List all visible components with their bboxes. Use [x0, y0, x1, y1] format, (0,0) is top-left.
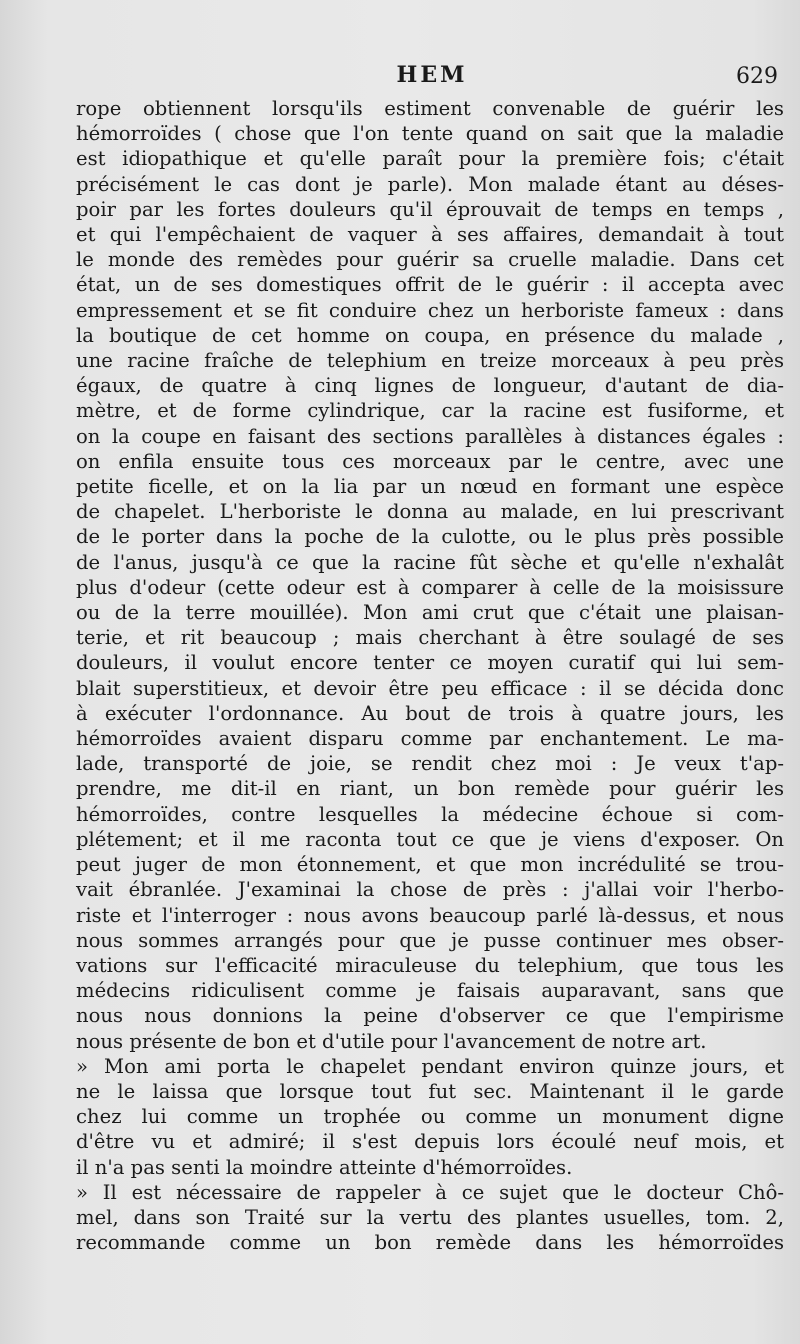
text-line: hémorroïdes ( chose que l'on tente quand on sait que la maladie: [76, 122, 784, 146]
text-line: nous sommes arrangés pour que je pusse continuer mes obser-: [76, 928, 784, 952]
text-line: nous présente de bon et d'utile pour l'avancement de notre art.: [76, 1029, 707, 1053]
text-line: peut juger de mon étonnement, et que mon incrédulité se trou-: [76, 853, 784, 877]
text-line: médecins ridiculisent comme je faisais auparavant, sans que: [76, 979, 784, 1003]
text-line: d'être vu et admiré; il s'est depuis lors écoulé neuf mois, et: [76, 1130, 784, 1154]
page-number: 629: [736, 64, 778, 89]
text-line: hémorroïdes, contre lesquelles la médecine échoue si com-: [76, 802, 784, 826]
text-line: mètre, et de forme cylindrique, car la racine est fusiforme, et: [76, 399, 784, 423]
text-line: rope obtiennent lorsqu'ils estiment convenable de guérir les: [76, 97, 784, 120]
text-line: la boutique de cet homme on coupa, en présence du malade ,: [76, 323, 784, 347]
text-line: ou de la terre mouillée). Mon ami crut que c'était une plaisan-: [76, 601, 784, 625]
text-line: égaux, de quatre à cinq lignes de longueur, d'autant de dia-: [76, 374, 784, 398]
text-line: vations sur l'efficacité miraculeuse du telephium, que tous les: [76, 953, 784, 977]
text-line: recommande comme un bon remède dans les hémorroïdes: [76, 1231, 784, 1255]
text-line: poir par les fortes douleurs qu'il éprouvait de temps en temps ,: [76, 197, 784, 221]
text-line: est idiopathique et qu'elle paraît pour la première fois; c'était: [76, 147, 784, 171]
running-head: HEM: [396, 62, 468, 88]
text-line: douleurs, il voulut encore tenter ce moyen curatif qui lui sem-: [76, 651, 784, 675]
text-line: chez lui comme un trophée ou comme un monument digne: [76, 1105, 784, 1129]
text-line: vait ébranlée. J'examinai la chose de près : j'allai voir l'herbo-: [76, 878, 784, 902]
text-line: le monde des remèdes pour guérir sa cruelle maladie. Dans cet: [76, 248, 784, 272]
text-line: de l'anus, jusqu'à ce que la racine fût sèche et qu'elle n'exhalât: [76, 550, 784, 574]
text-line: on la coupe en faisant des sections parallèles à distances égales :: [76, 424, 784, 448]
text-line: empressement et se fit conduire chez un herboriste fameux : dans: [76, 298, 784, 322]
text-line: plus d'odeur (cette odeur est à comparer à celle de la moisissure: [76, 575, 784, 599]
text-line: à exécuter l'ordonnance. Au bout de trois à quatre jours, les: [76, 701, 784, 725]
text-line: prendre, me dit-il en riant, un bon remède pour guérir les: [76, 777, 784, 801]
text-line: une racine fraîche de telephium en treize morceaux à peu près: [76, 349, 784, 373]
text-line: plétement; et il me raconta tout ce que je viens d'exposer. On: [76, 827, 784, 851]
text-line: de le porter dans la poche de la culotte, ou le plus près possible: [76, 525, 784, 549]
text-line: de chapelet. L'herboriste le donna au malade, en lui prescrivant: [76, 500, 784, 524]
text-line: et qui l'empêchaient de vaquer à ses affaires, demandait à tout: [76, 223, 784, 247]
text-line: mel, dans son Traité sur la vertu des plantes usuelles, tom. 2,: [76, 1205, 784, 1229]
text-line: blait superstitieux, et devoir être peu efficace : il se décida donc: [76, 676, 784, 700]
text-line: état, un de ses domestiques offrit de le guérir : il accepta avec: [76, 273, 784, 297]
text-line: lade, transporté de joie, se rendit chez moi : Je veux t'ap-: [76, 752, 784, 776]
text-line: terie, et rit beaucoup ; mais cherchant à être soulagé de ses: [76, 626, 784, 650]
text-line: hémorroïdes avaient disparu comme par enchantement. Le ma-: [76, 727, 784, 751]
text-line: riste et l'interroger : nous avons beaucoup parlé là-dessus, et nous: [76, 903, 784, 927]
text-line: nous nous donnions la peine d'observer ce que l'empirisme: [76, 1004, 784, 1028]
text-line: ne le laissa que lorsque tout fut sec. Maintenant il le garde: [76, 1079, 784, 1103]
text-line: précisément le cas dont je parle). Mon malade étant au déses-: [76, 172, 784, 196]
text-line: il n'a pas senti la moindre atteinte d'hémorroïdes.: [76, 1155, 573, 1179]
text-line: petite ficelle, et on la lia par un nœud en formant une espèce: [76, 475, 784, 499]
text-line: » Il est nécessaire de rappeler à ce sujet que le docteur Chô-: [76, 1180, 784, 1204]
body-text: [76, 96, 784, 1255]
text-line: » Mon ami porta le chapelet pendant environ quinze jours, et: [76, 1054, 784, 1078]
page-header: [76, 62, 788, 96]
text-line: on enfila ensuite tous ces morceaux par le centre, avec une: [76, 449, 784, 473]
